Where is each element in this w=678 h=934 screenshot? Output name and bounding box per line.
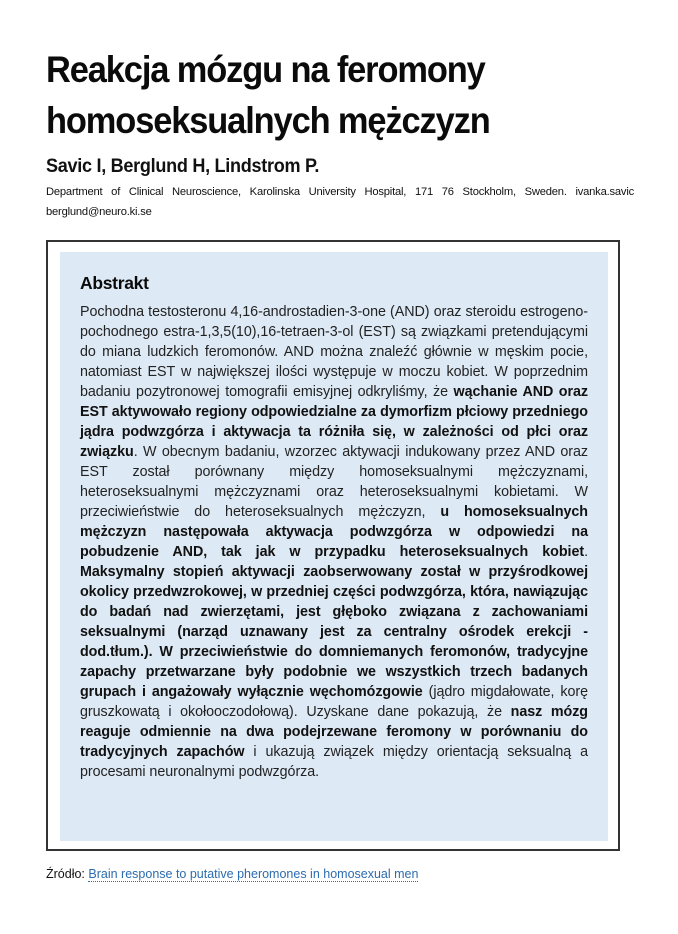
abstract-bold-segment: nasz mózg reaguje odmiennie na dwa podejrzewane feromony w porównaniu do tradycyjnych zapachów <box>80 704 588 760</box>
abstract-text-segment: Pochodna testosteronu 4,16-androstadien-3-one (AND) oraz steroidu estrogeno-pochodnego estra-1,3,5(10),16-tetraen-3-ol (EST) są związkami pretendującymi do miana ludzkich feromonów. AND można znaleźć głównie w męskim pocie, natomiast EST w największej ilości występuje w moczu kobiet. W poprzednim badaniu pozytronowej tomografii emisyjnej odkryliśmy, że <box>80 304 588 400</box>
source-link[interactable]: Brain response to putative pheromones in homosexual men <box>88 867 419 881</box>
abstract-body <box>80 302 588 782</box>
abstract-text-segment: i ukazują związek między orientacją seksualną a procesami neuronalnymi podwzgórza. <box>80 744 588 780</box>
article-title: Reakcja mózgu na feromony homoseksualnych mężczyzn <box>46 49 490 141</box>
abstract-bold-segment: u homoseksualnych mężczyzn następowała aktywacja podwzgórza w odpowiedzi na pobudzenie AND, tak jak w przypadku heteroseksualnych kobiet <box>80 504 588 560</box>
abstract-bold-segment: wąchanie AND oraz EST aktywowało regiony odpowiedzialne za dymorfizm płciowy przedniego jądra podwzgórza i aktywacja ta różniła się, w zależności od płci oraz związku <box>80 384 588 460</box>
abstract-text-segment: . W obecnym badaniu, wzorzec aktywacji indukowany przez AND oraz EST został porównany między homoseksualnymi mężczyznami, heteroseksualnymi mężczyznami oraz heteroseksualnymi kobietami. W przeciwieństwie do heteroseksualnych mężczyzn, <box>80 444 588 520</box>
article-authors: Savic I, Berglund H, Lindstrom P. <box>46 156 320 177</box>
source-line <box>46 865 418 883</box>
abstract-text-segment: . <box>584 544 588 560</box>
abstract-box <box>60 252 608 841</box>
abstract-frame <box>46 240 620 851</box>
abstract-heading: Abstrakt <box>80 273 149 293</box>
author-affiliation: Department of Clinical Neuroscience, Karolinska University Hospital, 171 76 Stockholm, Sweden. ivanka.savic berglund@neuro.ki.se <box>46 186 634 218</box>
abstract-bold-segment: Maksymalny stopień aktywacji zaobserwowany został w przyśrodkowej okolicy przedwzrokowej, w przedniej części podwzgórza, która, nawiązując do badań nad zwierzętami, jest głęboko związana z zachowaniami seksualnymi (narząd uznawany jest za centralny ośrodek erekcji - dod.tłum.). W przeciwieństwie do domniemanych feromonów, tradycyjne zapachy przetwarzane były podobnie we wszystkich trzech badanych grupach i angażowały wyłącznie węchomózgowie <box>80 564 588 700</box>
abstract-text-segment: (jądro migdałowate, korę gruszkowatą i okołooczodołową). Uzyskane dane pokazują, że <box>80 684 588 720</box>
source-label: Źródło: <box>46 867 85 881</box>
